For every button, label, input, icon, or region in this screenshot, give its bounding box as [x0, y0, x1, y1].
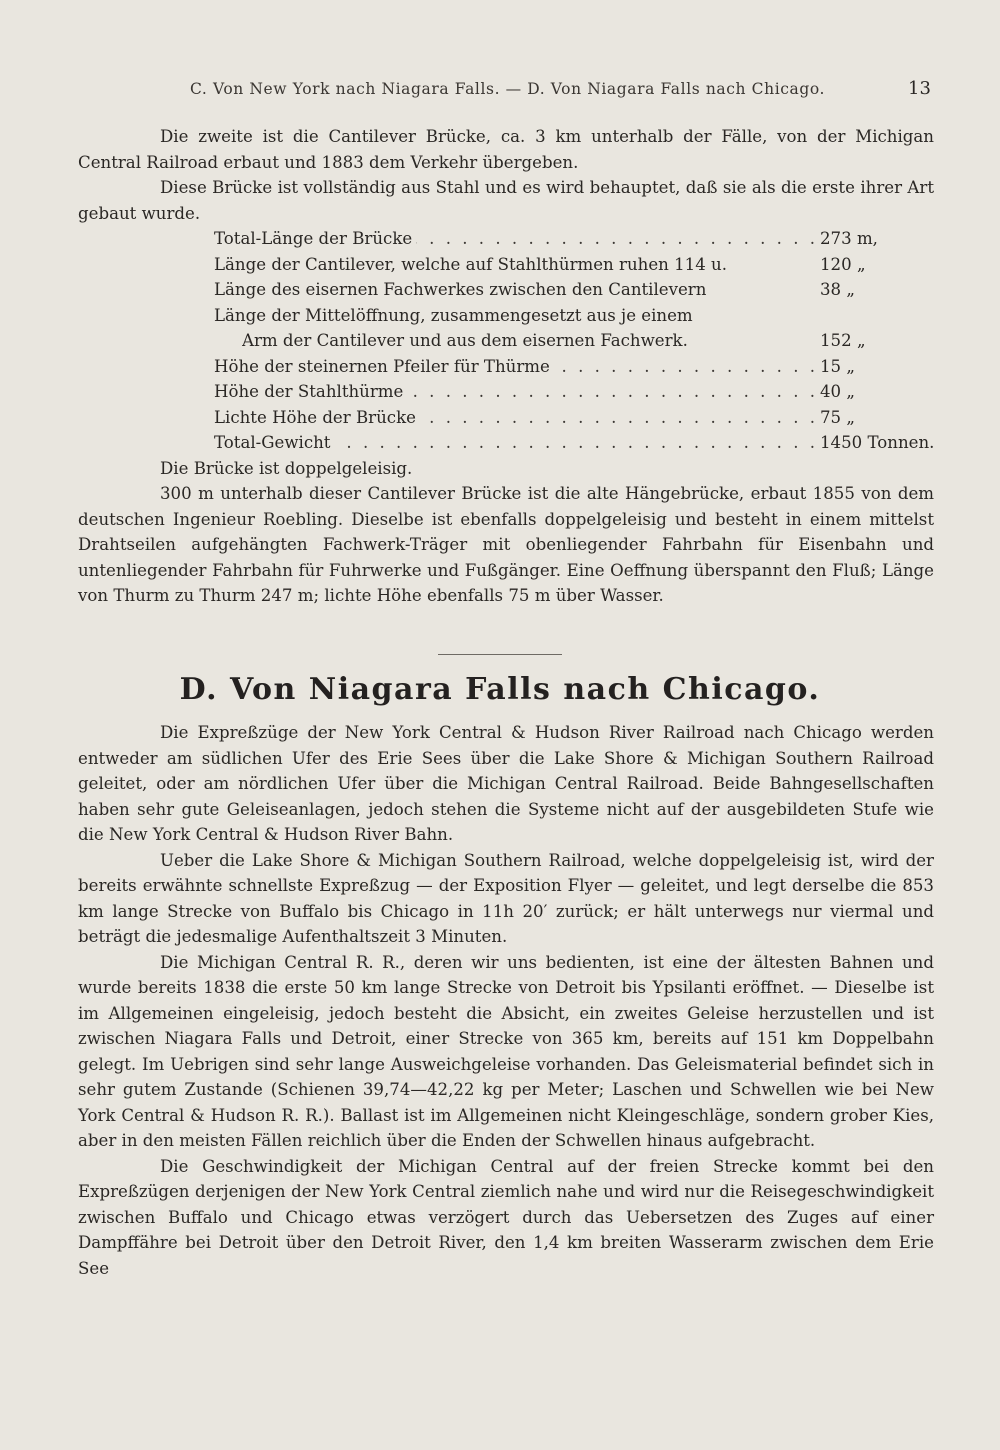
spec-row [78, 354, 934, 380]
spec-value: 273 m, [820, 229, 878, 248]
spec-label: Arm der Cantilever und aus dem eisernen Fachwerk. [242, 331, 692, 350]
spec-label: Total-Gewicht [214, 433, 334, 452]
paragraph: 300 m unterhalb dieser Cantilever Brücke ist die alte Hängebrücke, erbaut 1855 von dem deutschen Ingenieur Roebling. Dieselbe ist ebenfalls doppelgeleisig und besteht in einem mittelst Drahtseilen aufgehängten Fachwerk-Träger mit obenliegender Fahrbahn für Eisenbahn und untenliegender Fahrbahn für Fuhrwerke und Fußgänger. Eine Oeffnung überspannt den Fluß; Länge von Thurm zu Thurm 247 m; lichte Höhe ebenfalls 75 m über Wasser. [78, 484, 934, 605]
paragraph: Diese Brücke ist vollständig aus Stahl und es wird behauptet, daß sie als die erste ihrer Art gebaut wurde. [78, 178, 934, 223]
paragraph: Die zweite ist die Cantilever Brücke, ca. 3 km unterhalb der Fälle, von der Michigan Central Railroad erbaut und 1883 dem Verkehr übergeben. [78, 127, 934, 172]
spec-row [78, 226, 934, 252]
section-divider [438, 654, 562, 655]
spec-value: 38 „ [820, 280, 855, 299]
spec-row [78, 252, 934, 278]
paragraph: Die Geschwindigkeit der Michigan Central auf der freien Strecke kommt bei den Expreßzügen derjenigen der New York Central ziemlich nahe und wird nur die Reisegeschwindigkeit zwischen Buffalo und Chicago etwas verzögert durch das Uebersetzen des Zuges auf einer Dampffähre bei Detroit über den Detroit River, den 1,4 km breiten Wasserarm zwischen dem Erie See [78, 1156, 934, 1278]
spec-value: 120 „ [820, 254, 866, 274]
spec-label: Länge der Cantilever, welche auf Stahlthürmen ruhen 114 u. [214, 255, 731, 274]
spec-value: 40 „ [820, 382, 855, 401]
spec-value: 15 „ [820, 356, 855, 376]
spec-row [78, 277, 934, 303]
spec-row [78, 303, 934, 329]
lower-text-block [78, 720, 934, 1281]
bridge-spec-table [78, 226, 934, 456]
spec-value: 75 „ [820, 407, 855, 427]
paragraph: Ueber die Lake Shore & Michigan Southern Railroad, welche doppelgeleisig ist, wird der bereits erwähnte schnellste Expreßzug — der Exposition Flyer — geleitet, und legt derselbe die 853 km lange Strecke von Buffalo bis Chicago in 11h 20′ zurück; er hält unterwegs nur viermal und beträgt die jedesmalige Aufenthaltszeit 3 Minuten. [78, 850, 934, 946]
spec-label: Höhe der steinernen Pfeiler für Thürme [214, 357, 554, 376]
spec-label: Höhe der Stahlthürme [214, 382, 407, 401]
spec-row [78, 430, 934, 456]
spec-label: Total-Länge der Brücke [214, 229, 416, 248]
spec-row [78, 379, 934, 405]
spec-label: Länge des eisernen Fachwerkes zwischen den Cantilevern [214, 280, 710, 299]
upper-text-block [78, 124, 934, 609]
spec-value: 152 „ [820, 331, 866, 350]
spec-row [78, 328, 934, 354]
running-head [0, 80, 1000, 102]
page-number: 13 [908, 78, 931, 99]
spec-value: 1450 Tonnen. [820, 433, 935, 452]
section-heading: D. Von Niagara Falls nach Chicago. [179, 672, 821, 707]
paragraph: Die Michigan Central R. R., deren wir uns bedienten, ist eine der ältesten Bahnen und wurde bereits 1838 die erste 50 km lange Strecke von Detroit bis Ypsilanti eröffnet. — Dieselbe ist im Allgemeinen eingeleisig, jedoch besteht die Absicht, ein zweites Geleise herzustellen und ist zwischen Niagara Falls und Detroit, einer Strecke von 365 km, bereits auf 151 km Doppelbahn gelegt. Im Uebrigen sind sehr lange Ausweichgeleise vorhanden. Das Geleismaterial befindet sich in sehr gutem Zustande (Schienen 39,74—42,22 kg per Meter; Laschen und Schwellen wie bei New York Central & Hudson R. R.). Ballast ist im Allgemeinen nicht Kleingeschläge, sondern grober Kies, aber in den meisten Fällen reichlich über die Enden der Schwellen hinaus aufgebracht. [78, 952, 934, 1150]
running-head-text: C. Von New York nach Niagara Falls. — D. Von Niagara Falls nach Chicago. [190, 80, 826, 98]
spec-label: Länge der Mittelöffnung, zusammengesetzt aus je einem [214, 306, 697, 325]
paragraph: Die Expreßzüge der New York Central & Hudson River Railroad nach Chicago werden entweder am südlichen Ufer des Erie Sees über die Lake Shore & Michigan Southern Railroad geleitet, oder am nördlichen Ufer über die Michigan Central Railroad. Beide Bahngesellschaften haben sehr gute Geleiseanlagen, jedoch stehen die Systeme nicht auf der ausgebildeten Stufe wie die New York Central & Hudson River Bahn. [78, 723, 934, 844]
paragraph: Die Brücke ist doppelgeleisig. [160, 458, 413, 478]
spec-row [78, 405, 934, 431]
spec-label: Lichte Höhe der Brücke [214, 408, 420, 427]
